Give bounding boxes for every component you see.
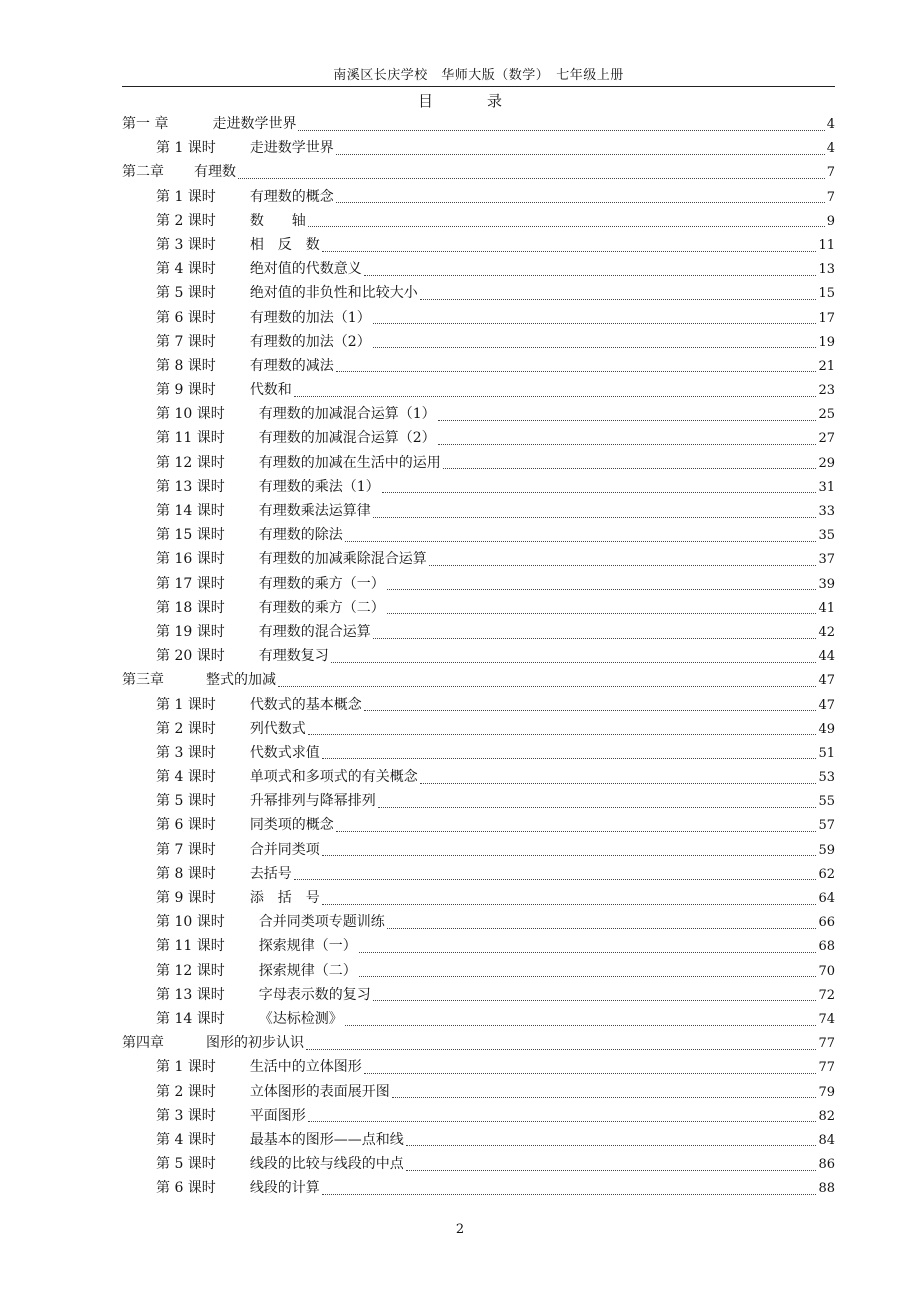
toc-entry-title: 最基本的图形——点和线 [249, 1131, 404, 1148]
toc-entry-title: 升幂排列与降幂排列 [249, 793, 376, 810]
toc-lesson-row [122, 1177, 835, 1201]
toc-entry-label: 第 10 课时 [156, 406, 225, 423]
toc-leader-dots [322, 758, 817, 759]
toc-entry-title: 有理数的减法 [249, 357, 334, 374]
toc-leader-dots [438, 420, 817, 421]
toc-leader-dots [298, 130, 824, 131]
toc-leader-dots [382, 492, 817, 493]
toc-lesson-row [122, 814, 835, 838]
toc-entry-title: 有理数的乘方（二） [258, 599, 385, 616]
toc-entry-label: 第 10 课时 [156, 914, 225, 931]
toc-entry-title: 线段的计算 [249, 1180, 320, 1197]
toc-leader-dots [420, 783, 817, 784]
toc-entry-title: 单项式和多项式的有关概念 [249, 769, 418, 786]
toc-lesson-row [122, 307, 835, 331]
toc-leader-dots [308, 734, 817, 735]
toc-leader-dots [322, 1194, 817, 1195]
toc-entry-title: 生活中的立体图形 [249, 1059, 362, 1076]
toc-lesson-row [122, 1129, 835, 1153]
toc-entry-page: 39 [818, 576, 835, 592]
toc-lesson-row [122, 694, 835, 718]
toc-entry-title: 《达标检测》 [258, 1010, 343, 1027]
toc-entry-page: 4 [826, 141, 835, 157]
toc-entry-page: 47 [818, 673, 835, 689]
toc-entry-label: 第 8 课时 [156, 357, 216, 374]
toc-entry-page: 41 [818, 600, 835, 616]
toc-entry-label: 第 18 课时 [156, 599, 225, 616]
toc-entry-title: 有理数的加法（2） [249, 333, 371, 350]
toc-leader-dots [378, 807, 817, 808]
toc-lesson-row [122, 258, 835, 282]
toc-entry-title: 有理数乘法运算律 [258, 503, 371, 519]
toc-title: 目录 [417, 92, 556, 110]
toc-entry-page: 33 [818, 504, 835, 519]
toc-leader-dots [406, 1145, 817, 1146]
toc-entry-title: 走进数学世界 [249, 140, 334, 157]
toc-lesson-row [122, 621, 835, 645]
toc-lesson-row [122, 379, 835, 403]
toc-lesson-row [122, 476, 835, 500]
toc-entry-label: 第 12 课时 [156, 454, 225, 471]
toc-leader-dots [278, 686, 816, 687]
toc-entry-label: 第 2 课时 [156, 720, 216, 737]
toc-entry-title: 有理数的除法 [258, 527, 343, 544]
toc-leader-dots [294, 396, 817, 397]
toc-entry-title: 添 括 号 [249, 890, 320, 906]
toc-lesson-row [122, 452, 835, 476]
toc-entry-page: 77 [818, 1036, 835, 1052]
toc-leader-dots [359, 952, 817, 953]
toc-entry-label: 第 12 课时 [156, 962, 225, 979]
toc-entry-title: 有理数 [194, 164, 236, 181]
toc-entry-title: 绝对值的非负性和比较大小 [249, 285, 418, 302]
toc-leader-dots [420, 299, 817, 300]
toc-lesson-row [122, 282, 835, 306]
toc-entry-title: 平面图形 [249, 1107, 306, 1124]
toc-entry-label: 第 4 课时 [156, 261, 216, 278]
toc-entry-label: 第 5 课时 [156, 793, 216, 810]
toc-lesson-row [122, 984, 835, 1008]
toc-lesson-row [122, 1105, 835, 1129]
toc-entry-label: 第二章 [122, 164, 164, 181]
toc-leader-dots [336, 154, 825, 155]
toc-lesson-row [122, 911, 835, 935]
toc-entry-label: 第三章 [122, 672, 164, 689]
toc-entry-page: 47 [818, 697, 835, 713]
table-of-contents [122, 113, 835, 1201]
toc-entry-label: 第 7 课时 [156, 333, 216, 350]
toc-entry-title: 代数式的基本概念 [249, 696, 362, 713]
toc-entry-page: 82 [818, 1108, 835, 1124]
toc-entry-label: 第 19 课时 [156, 623, 225, 640]
toc-entry-title: 有理数的混合运算 [258, 623, 371, 640]
toc-leader-dots [306, 1049, 816, 1050]
toc-chapter-row [122, 669, 835, 693]
toc-leader-dots [336, 831, 817, 832]
toc-entry-label: 第 1 课时 [156, 188, 216, 205]
toc-lesson-row [122, 1081, 835, 1105]
toc-lesson-row [122, 500, 835, 524]
toc-leader-dots [364, 1073, 817, 1074]
toc-entry-page: 66 [818, 915, 835, 931]
toc-entry-label: 第 1 课时 [156, 1059, 216, 1076]
toc-entry-label: 第 6 课时 [156, 817, 216, 834]
toc-entry-title: 有理数的加减在生活中的运用 [258, 454, 441, 471]
toc-entry-label: 第 6 课时 [156, 1180, 216, 1197]
toc-lesson-row [122, 234, 835, 258]
toc-entry-title: 数 轴 [249, 212, 306, 229]
toc-entry-title: 立体图形的表面展开图 [249, 1083, 390, 1100]
toc-entry-label: 第 20 课时 [156, 648, 225, 665]
toc-leader-dots [387, 613, 817, 614]
toc-entry-page: 70 [818, 963, 835, 979]
toc-entry-page: 79 [818, 1084, 835, 1100]
toc-entry-label: 第 13 课时 [156, 478, 225, 495]
toc-lesson-row [122, 573, 835, 597]
toc-entry-label: 第四章 [122, 1035, 164, 1052]
toc-leader-dots [294, 879, 817, 880]
toc-entry-page: 77 [818, 1060, 835, 1076]
toc-entry-title: 代数式求值 [249, 744, 320, 761]
toc-entry-page: 57 [818, 818, 835, 834]
toc-lesson-row [122, 597, 835, 621]
toc-entry-page: 49 [818, 721, 835, 737]
toc-leader-dots [373, 638, 817, 639]
toc-entry-page: 62 [818, 866, 835, 882]
page-number: 2 [455, 1222, 465, 1237]
toc-entry-label: 第一 章 [122, 116, 169, 132]
toc-entry-title: 相 反 数 [249, 236, 320, 253]
toc-entry-page: 11 [818, 237, 835, 253]
toc-entry-title: 探索规律（一） [258, 938, 357, 955]
toc-lesson-row [122, 524, 835, 548]
toc-leader-dots [373, 1000, 817, 1001]
toc-lesson-row [122, 403, 835, 427]
toc-entry-label: 第 3 课时 [156, 236, 216, 253]
toc-entry-page: 35 [818, 528, 835, 544]
toc-leader-dots [308, 1121, 817, 1122]
toc-leader-dots [392, 1097, 817, 1098]
toc-entry-label: 第 9 课时 [156, 890, 216, 906]
toc-entry-title: 同类项的概念 [249, 817, 334, 834]
toc-entry-page: 84 [818, 1132, 835, 1148]
toc-entry-label: 第 1 课时 [156, 696, 216, 713]
toc-lesson-row [122, 766, 835, 790]
toc-entry-title: 合并同类项专题训练 [258, 914, 385, 931]
toc-lesson-row [122, 1008, 835, 1032]
toc-entry-title: 线段的比较与线段的中点 [249, 1156, 404, 1173]
toc-entry-title: 有理数的乘法（1） [258, 478, 380, 495]
toc-entry-label: 第 3 课时 [156, 744, 216, 761]
toc-entry-page: 72 [818, 987, 835, 1003]
toc-entry-title: 字母表示数的复习 [258, 986, 371, 1003]
toc-entry-page: 17 [818, 310, 835, 326]
toc-entry-title: 有理数的乘方（一） [258, 575, 385, 592]
toc-entry-page: 42 [818, 624, 835, 640]
toc-entry-page: 53 [818, 770, 835, 786]
toc-lesson-row [122, 427, 835, 451]
toc-entry-page: 59 [818, 842, 835, 858]
toc-entry-title: 图形的初步认识 [206, 1035, 304, 1052]
toc-entry-label: 第 4 课时 [156, 1131, 216, 1148]
toc-chapter-row [122, 161, 835, 185]
toc-entry-page: 29 [818, 455, 835, 471]
toc-leader-dots [364, 710, 817, 711]
toc-lesson-row [122, 355, 835, 379]
toc-lesson-row [122, 1153, 835, 1177]
toc-entry-title: 去括号 [249, 865, 292, 882]
toc-leader-dots [322, 855, 817, 856]
header-rule [122, 86, 835, 87]
toc-entry-label: 第 16 课时 [156, 551, 225, 568]
toc-entry-label: 第 5 课时 [156, 285, 216, 302]
toc-leader-dots [373, 347, 817, 348]
toc-entry-page: 25 [818, 407, 835, 423]
toc-entry-title: 合并同类项 [249, 841, 320, 858]
toc-entry-label: 第 4 课时 [156, 769, 216, 786]
toc-entry-title: 有理数的加减乘除混合运算 [258, 551, 427, 568]
toc-entry-page: 13 [818, 262, 835, 278]
toc-entry-page: 27 [818, 431, 835, 447]
toc-entry-page: 37 [818, 552, 835, 568]
toc-leader-dots [322, 251, 817, 252]
toc-entry-page: 68 [818, 939, 835, 955]
toc-entry-label: 第 14 课时 [156, 1010, 225, 1027]
toc-lesson-row [122, 137, 835, 161]
toc-entry-title: 有理数的加法（1） [249, 309, 371, 326]
toc-leader-dots [336, 202, 825, 203]
toc-entry-label: 第 2 课时 [156, 212, 216, 229]
toc-entry-title: 走进数学世界 [212, 116, 297, 132]
toc-lesson-row [122, 863, 835, 887]
toc-lesson-row [122, 742, 835, 766]
toc-leader-dots [336, 371, 817, 372]
toc-chapter-row [122, 1032, 835, 1056]
toc-entry-label: 第 15 课时 [156, 527, 225, 544]
toc-entry-page: 51 [818, 745, 835, 761]
toc-entry-page: 23 [818, 383, 835, 399]
toc-leader-dots [387, 589, 817, 590]
toc-entry-title: 代数和 [249, 382, 292, 399]
toc-entry-label: 第 3 课时 [156, 1107, 216, 1124]
toc-entry-page: 44 [818, 649, 835, 665]
toc-entry-label: 第 13 课时 [156, 986, 225, 1003]
toc-leader-dots [359, 976, 817, 977]
toc-lesson-row [122, 960, 835, 984]
toc-entry-label: 第 11 课时 [156, 938, 225, 955]
toc-entry-page: 7 [826, 165, 835, 181]
toc-leader-dots [322, 904, 817, 905]
toc-entry-title: 有理数复习 [258, 648, 329, 665]
toc-leader-dots [238, 178, 825, 179]
toc-leader-dots [406, 1170, 817, 1171]
toc-lesson-row [122, 1056, 835, 1080]
toc-lesson-row [122, 210, 835, 234]
toc-lesson-row [122, 331, 835, 355]
toc-lesson-row [122, 790, 835, 814]
toc-lesson-row [122, 935, 835, 959]
toc-entry-label: 第 17 课时 [156, 575, 225, 592]
toc-entry-page: 64 [818, 891, 835, 906]
toc-entry-page: 86 [818, 1157, 835, 1173]
toc-lesson-row [122, 718, 835, 742]
toc-leader-dots [308, 226, 825, 227]
toc-entry-label: 第 1 课时 [156, 140, 216, 157]
toc-entry-page: 55 [818, 794, 835, 810]
toc-leader-dots [443, 468, 817, 469]
toc-entry-title: 有理数的加减混合运算（2） [258, 430, 436, 447]
toc-lesson-row [122, 186, 835, 210]
toc-entry-page: 21 [818, 358, 835, 374]
toc-entry-label: 第 9 课时 [156, 382, 216, 399]
toc-entry-page: 7 [826, 189, 835, 205]
toc-entry-title: 有理数的概念 [249, 188, 334, 205]
toc-leader-dots [345, 1025, 817, 1026]
toc-leader-dots [387, 928, 817, 929]
toc-entry-page: 19 [818, 334, 835, 350]
toc-entry-title: 探索规律（二） [258, 962, 357, 979]
toc-chapter-row [122, 113, 835, 137]
toc-entry-title: 整式的加减 [206, 672, 276, 689]
toc-entry-title: 有理数的加减混合运算（1） [258, 406, 436, 423]
toc-leader-dots [438, 444, 817, 445]
toc-entry-page: 4 [826, 117, 835, 132]
toc-leader-dots [429, 565, 817, 566]
toc-leader-dots [345, 541, 817, 542]
toc-leader-dots [373, 517, 817, 518]
toc-entry-label: 第 8 课时 [156, 865, 216, 882]
toc-entry-label: 第 14 课时 [156, 503, 225, 519]
toc-entry-label: 第 6 课时 [156, 309, 216, 326]
toc-entry-page: 74 [818, 1011, 835, 1027]
toc-lesson-row [122, 548, 835, 572]
toc-entry-label: 第 2 课时 [156, 1083, 216, 1100]
toc-leader-dots [364, 275, 817, 276]
toc-entry-page: 31 [818, 479, 835, 495]
toc-lesson-row [122, 887, 835, 911]
toc-leader-dots [331, 662, 817, 663]
page-header: 南溪区长庆学校 华师大版（数学） 七年级上册 [333, 68, 624, 83]
toc-entry-label: 第 5 课时 [156, 1156, 216, 1173]
toc-entry-page: 15 [818, 286, 835, 302]
toc-entry-title: 列代数式 [249, 720, 306, 737]
toc-entry-page: 88 [818, 1181, 835, 1197]
toc-lesson-row [122, 839, 835, 863]
toc-entry-label: 第 11 课时 [156, 430, 225, 447]
toc-lesson-row [122, 645, 835, 669]
toc-leader-dots [373, 323, 817, 324]
toc-entry-page: 9 [826, 213, 835, 229]
toc-entry-title: 绝对值的代数意义 [249, 261, 362, 278]
toc-entry-label: 第 7 课时 [156, 841, 216, 858]
